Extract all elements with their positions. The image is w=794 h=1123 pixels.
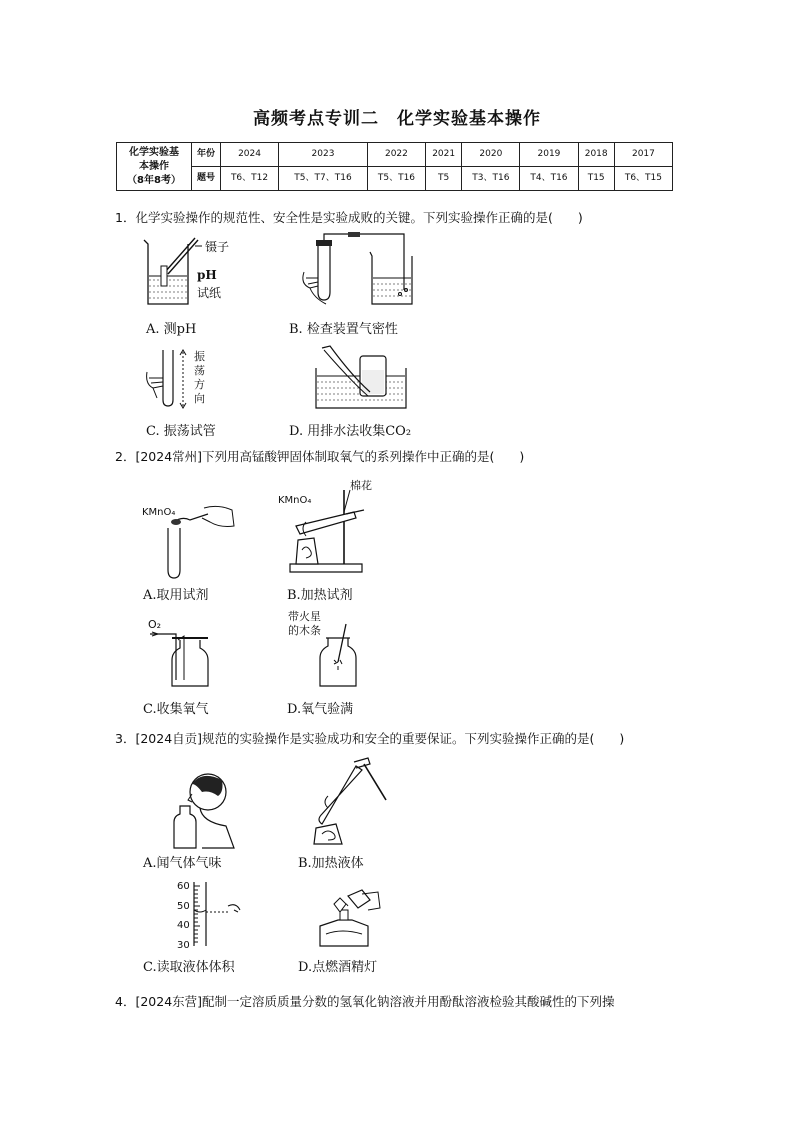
question-4-stem: 4．[2024东营]配制一定溶质质量分数的氢氧化钠溶液并用酚酞溶液检验其酸碱性的下列操 [115, 994, 615, 1009]
q2-option-d: D.氧气验满 [287, 702, 354, 717]
q2-option-c: C.收集氧气 [143, 702, 209, 717]
heating-reagent-figure [284, 490, 374, 576]
year-cell: 2018 [578, 143, 614, 167]
water-collection-figure [312, 346, 412, 414]
q2-option-a: A.取用试剂 [143, 588, 209, 603]
table-header-cell: 化学实验基 本操作 （8年8考） [117, 143, 192, 191]
heating-liquid-figure [308, 758, 388, 848]
number-cell: T5、T7、T16 [279, 167, 368, 191]
question-1-stem: 1．化学实验操作的规范性、安全性是实验成败的关键。下列实验操作正确的是( ) [115, 210, 583, 225]
year-cell: 2021 [425, 143, 461, 167]
q3-option-b: B.加热液体 [298, 856, 364, 871]
q1-option-a: A. 测pH [146, 322, 197, 337]
number-row-label: 题号 [192, 167, 221, 191]
kmno4-label-b: KMnO₄ [278, 495, 312, 506]
ph-label: pH [197, 268, 217, 282]
cotton-label: 棉花 [350, 479, 372, 492]
number-cell: T4、T16 [520, 167, 578, 191]
q1-option-b: B. 检查装置气密性 [289, 322, 398, 337]
number-cell: T15 [578, 167, 614, 191]
number-cell: T6、T15 [614, 167, 672, 191]
frequency-table [116, 142, 673, 191]
o2-label: O₂ [148, 618, 162, 631]
paper-label: 试纸 [197, 286, 222, 300]
collecting-oxygen-figure [150, 626, 220, 690]
year-row-label: 年份 [192, 143, 221, 167]
q2-option-b: B.加热试剂 [287, 588, 353, 603]
shaking-tube-figure [143, 348, 193, 412]
airtightness-figure [296, 232, 416, 312]
splint-label: 带火星 的木条 [288, 610, 321, 637]
take-reagent-figure [160, 500, 240, 580]
oxygen-test-figure [316, 624, 366, 690]
q3-option-c: C.读取液体体积 [143, 960, 235, 975]
number-cell: T5、T16 [367, 167, 425, 191]
year-cell: 2017 [614, 143, 672, 167]
tweezers-label: 镊子 [205, 240, 230, 254]
light-lamp-figure [312, 886, 382, 950]
year-cell: 2019 [520, 143, 578, 167]
smell-gas-figure [166, 770, 236, 850]
number-cell: T3、T16 [462, 167, 520, 191]
year-cell: 2020 [462, 143, 520, 167]
q3-option-d: D.点燃酒精灯 [298, 960, 378, 975]
cylinder-scale: 60 50 40 30 [177, 881, 190, 951]
year-cell: 2024 [221, 143, 279, 167]
shake-direction-label: 振 荡 方 向 [194, 350, 205, 405]
question-2-stem: 2．[2024常州]下列用高锰酸钾固体制取氧气的系列操作中正确的是( ) [115, 449, 525, 464]
page-title: 高频考点专训二 化学实验基本操作 [253, 109, 541, 129]
year-cell: 2022 [367, 143, 425, 167]
question-3-stem: 3．[2024自贡]规范的实验操作是实验成功和安全的重要保证。下列实验操作正确的是( ) [115, 731, 625, 746]
kmno4-label-a: KMnO₄ [142, 507, 176, 518]
number-cell: T5 [425, 167, 461, 191]
q1-option-c: C. 振荡试管 [146, 424, 216, 439]
q3-option-a: A.闻气体气味 [143, 856, 222, 871]
year-cell: 2023 [279, 143, 368, 167]
q1-option-d: D. 用排水法收集CO₂ [289, 424, 412, 439]
number-cell: T6、T12 [221, 167, 279, 191]
cylinder-figure [192, 880, 252, 950]
